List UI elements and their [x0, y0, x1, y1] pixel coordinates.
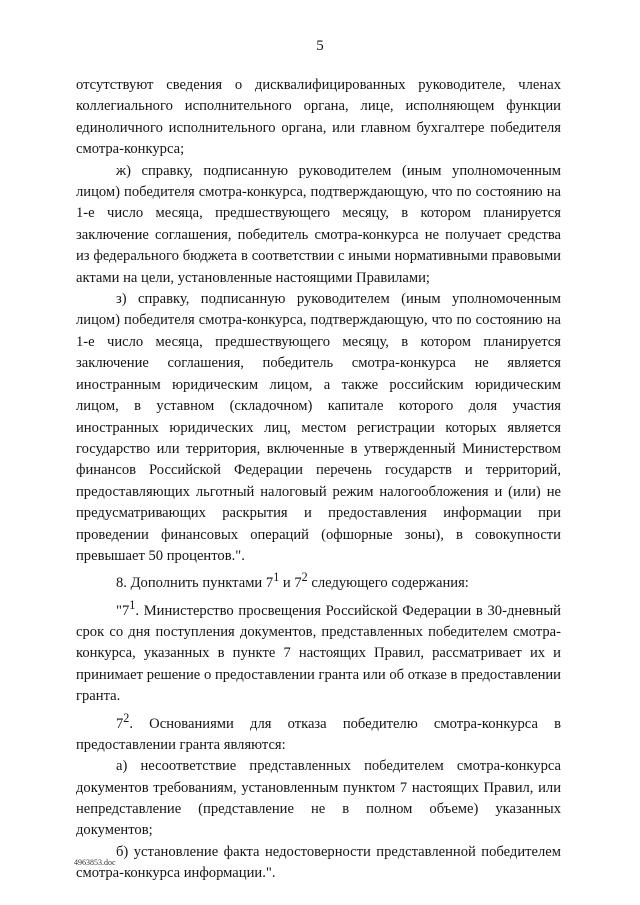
text-fragment: . Министерство просвещения Российской Федерации в 30-дневный срок со дня поступления документов, представленных победителем смотра-конкурса, указанных в пункте 7 настоящих Правил, рассматривает их и принимает решение о предоставлении гранта или об отказе в предоставлении гранта.	[76, 602, 561, 705]
superscript: 1	[273, 570, 280, 585]
text-fragment: следующего содержания:	[307, 575, 469, 592]
text-fragment: . Основаниями для отказа победителю смотра-конкурса в предоставлении гранта являются:	[76, 715, 561, 753]
paragraph-amendment-8	[76, 567, 561, 594]
superscript: 2	[301, 570, 308, 585]
text-fragment: 7	[116, 715, 124, 732]
paragraph-item-b: б) установление факта недостоверности представленной победителем смотра-конкурса информации.".	[76, 843, 561, 882]
paragraph-item-z: з) справку, подписанную руководителем (иным уполномоченным лицом) победителя смотра-конкурса, подтверждающую, что по состоянию на 1-е число месяца, предшествующего месяцу, в котором планируется заключение соглашения, победитель смотра-конкурса не является иностранным юридическим лицом, а также российским юридическим лицом, в уставном (складочном) капитале которого доля участия иностранных юридических лиц, местом регистрации которых является государство или территория, включенные в утвержденный Министерством финансов Российской Федерации перечень государств и территорий, предоставляющих льготный налоговый режим налогообложения и (или) не предусматривающих раскрытия и предоставления информации при проведении финансовых операций (офшорные зоны), в совокупности превышает 50 процентов.".	[76, 291, 561, 564]
document-body	[76, 75, 561, 885]
superscript: 2	[123, 710, 130, 725]
superscript: 1	[129, 597, 136, 612]
paragraph-point-7-1	[76, 595, 561, 708]
text-fragment: "7	[116, 602, 130, 619]
paragraph-item-a: а) несоответствие представленных победителем смотра-конкурса документов требованиям, установленным пунктом 7 настоящих Правил, или непредставление (представление не в полном объеме) указанных документов;	[76, 758, 561, 839]
paragraph-item-zh: ж) справку, подписанную руководителем (иным уполномоченным лицом) победителя смотра-конкурса, подтверждающую, что по состоянию на 1-е число месяца, предшествующего месяцу, в котором планируется заключение соглашения, победитель смотра-конкурса не получает средства из федерального бюджета в соответствии с иными нормативными правовыми актами на цели, установленные настоящими Правилами;	[76, 162, 561, 286]
paragraph-continuation: отсутствуют сведения о дисквалифицированных руководителе, членах коллегиального исполнительного органа, лице, исполняющем функции единоличного исполнительного органа, или главном бухгалтере победителя смотра-конкурса;	[76, 77, 561, 158]
page-number: 5	[316, 38, 324, 54]
paragraph-point-7-2	[76, 708, 561, 757]
footer-doc-code: 4963853.doc	[74, 858, 116, 867]
text-fragment: и 7	[279, 575, 302, 592]
text-fragment: 8. Дополнить пунктами 7	[116, 575, 274, 592]
